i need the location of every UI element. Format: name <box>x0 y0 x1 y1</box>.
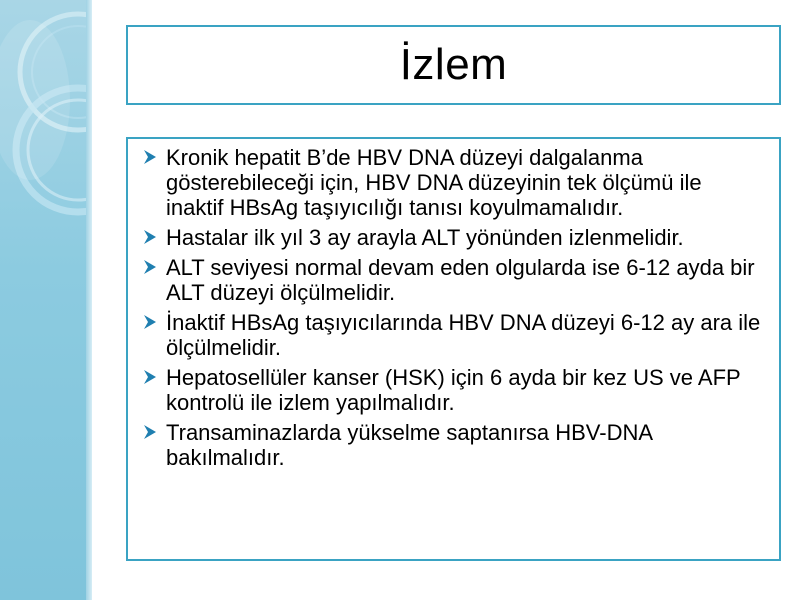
content-box <box>126 137 781 561</box>
arrowhead-icon <box>142 422 160 442</box>
bullet-item <box>142 145 765 220</box>
bullet-text: ALT seviyesi normal devam eden olgularda ise 6-12 ayda bir ALT düzeyi ölçülmelidir. <box>166 255 755 305</box>
arrowhead-icon <box>142 147 160 167</box>
arrowhead-icon <box>142 312 160 332</box>
bullet-item <box>142 255 765 305</box>
arrowhead-icon <box>142 227 160 247</box>
arrowhead-icon <box>142 257 160 277</box>
bullet-item <box>142 310 765 360</box>
arrowhead-icon <box>142 367 160 387</box>
bullet-text: Hastalar ilk yıl 3 ay arayla ALT yönünden izlenmelidir. <box>166 225 684 250</box>
decorative-circles <box>0 0 92 600</box>
bullet-list <box>142 145 765 470</box>
bullet-item <box>142 225 765 250</box>
bullet-text: Hepatosellüler kanser (HSK) için 6 ayda bir kez US ve AFP kontrolü ile izlem yapılmalıdır. <box>166 365 741 415</box>
bullet-item <box>142 365 765 415</box>
side-panel-edge <box>86 0 92 600</box>
bullet-item <box>142 420 765 470</box>
bullet-text: İnaktif HBsAg taşıyıcılarında HBV DNA düzeyi 6-12 ay ara ile ölçülmelidir. <box>166 310 761 360</box>
slide-title: İzlem <box>399 40 508 89</box>
title-box <box>126 25 781 105</box>
decorative-side-panel <box>0 0 92 600</box>
bullet-text: Transaminazlarda yükselme saptanırsa HBV-DNA bakılmalıdır. <box>166 420 652 470</box>
bullet-text: Kronik hepatit B’de HBV DNA düzeyi dalgalanma gösterebileceği için, HBV DNA düzeyinin tek ölçümü ile inaktif HBsAg taşıyıcılığı tanısı koyulmamalıdır. <box>166 145 702 220</box>
